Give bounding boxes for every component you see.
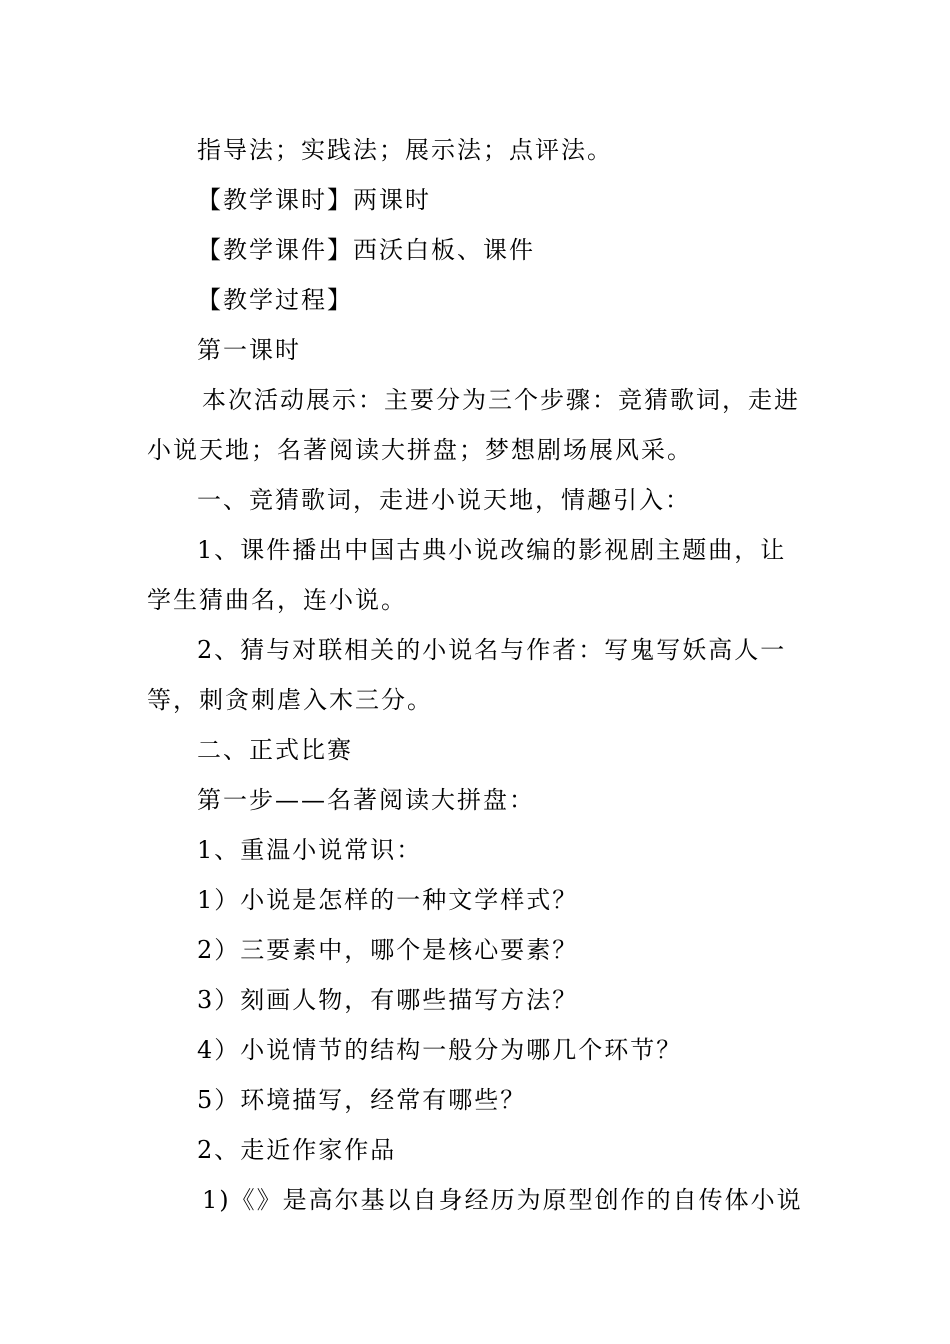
paragraph-question-3: 3）刻画人物，有哪些描写方法？ bbox=[197, 986, 579, 1014]
paragraph-question-5: 5）环境描写，经常有哪些？ bbox=[197, 1086, 527, 1114]
paragraph-authors-works: 2、走近作家作品 bbox=[197, 1136, 397, 1164]
paragraph-question-1: 1）小说是怎样的一种文学样式？ bbox=[197, 886, 579, 914]
paragraph-question-2: 2）三要素中，哪个是核心要素？ bbox=[197, 936, 579, 964]
paragraph-item-1-1: 1、课件播出中国古典小说改编的影视剧主题曲，让学生猜曲名，连小说。 bbox=[147, 536, 787, 614]
paragraph-review-knowledge: 1、重温小说常识： bbox=[197, 836, 423, 864]
paragraph-item-1-2: 2、猜与对联相关的小说名与作者：写鬼写妖高人一等，刺贪刺虐入木三分。 bbox=[147, 636, 787, 714]
paragraph-step-one: 第一步——名著阅读大拼盘： bbox=[197, 786, 535, 814]
paragraph-teaching-methods: 指导法；实践法；展示法；点评法。 bbox=[197, 136, 613, 164]
paragraph-question-4: 4）小说情节的结构一般分为哪几个环节？ bbox=[197, 1036, 683, 1064]
paragraph-section-one: 一、竞猜歌词，走进小说天地，情趣引入： bbox=[197, 486, 691, 514]
paragraph-activity-overview: 本次活动展示：主要分为三个步骤：竞猜歌词，走进小说天地；名著阅读大拼盘；梦想剧场展风采。 bbox=[147, 386, 800, 464]
paragraph-class-hours: 【教学课时】两课时 bbox=[197, 186, 431, 214]
paragraph-section-two: 二、正式比赛 bbox=[197, 736, 353, 764]
document-body bbox=[147, 125, 807, 1225]
paragraph-courseware: 【教学课件】西沃白板、课件 bbox=[197, 236, 535, 264]
paragraph-gorky-novel: 1)《》是高尔基以自身经历为原型创作的自传体小说 bbox=[202, 1186, 803, 1214]
paragraph-process-heading: 【教学过程】 bbox=[197, 286, 353, 314]
paragraph-first-lesson: 第一课时 bbox=[197, 336, 301, 364]
